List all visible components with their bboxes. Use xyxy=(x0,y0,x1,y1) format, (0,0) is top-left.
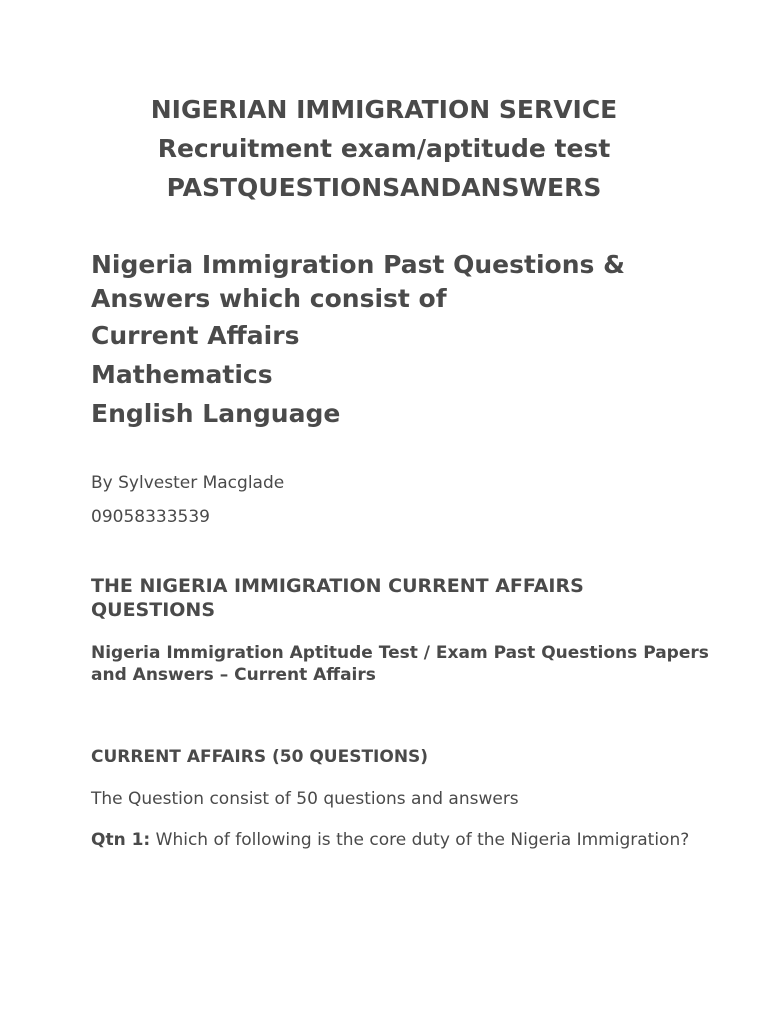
subject-current-affairs: Current Affairs xyxy=(91,321,300,350)
section-subheading: Nigeria Immigration Aptitude Test / Exam Past Questions Papers and Answers – Current Affairs xyxy=(91,643,709,685)
category-description: The Question consist of 50 questions and answers xyxy=(91,789,519,809)
title-line-past-questions: PASTQUESTIONSANDANSWERS xyxy=(166,173,602,202)
document-title xyxy=(0,90,768,207)
subject-english-language: English Language xyxy=(91,399,341,428)
category-heading: CURRENT AFFAIRS (50 QUESTIONS) xyxy=(91,747,429,767)
intro-block xyxy=(91,248,731,433)
title-line-organization: NIGERIAN IMMIGRATION SERVICE xyxy=(150,95,618,124)
question-1-label: Qtn 1: xyxy=(91,830,151,850)
subject-mathematics: Mathematics xyxy=(91,360,273,389)
intro-lead: Nigeria Immigration Past Questions & Answers which consist of xyxy=(91,250,625,313)
author-byline: By Sylvester Macglade xyxy=(91,473,285,493)
title-line-exam: Recruitment exam/aptitude test xyxy=(157,134,611,163)
question-1 xyxy=(91,829,691,851)
author-phone: 09058333539 xyxy=(91,507,210,527)
section-heading: THE NIGERIA IMMIGRATION CURRENT AFFAIRS QUESTIONS xyxy=(91,575,584,621)
question-1-text: Which of following is the core duty of the Nigeria Immigration? xyxy=(150,830,690,850)
